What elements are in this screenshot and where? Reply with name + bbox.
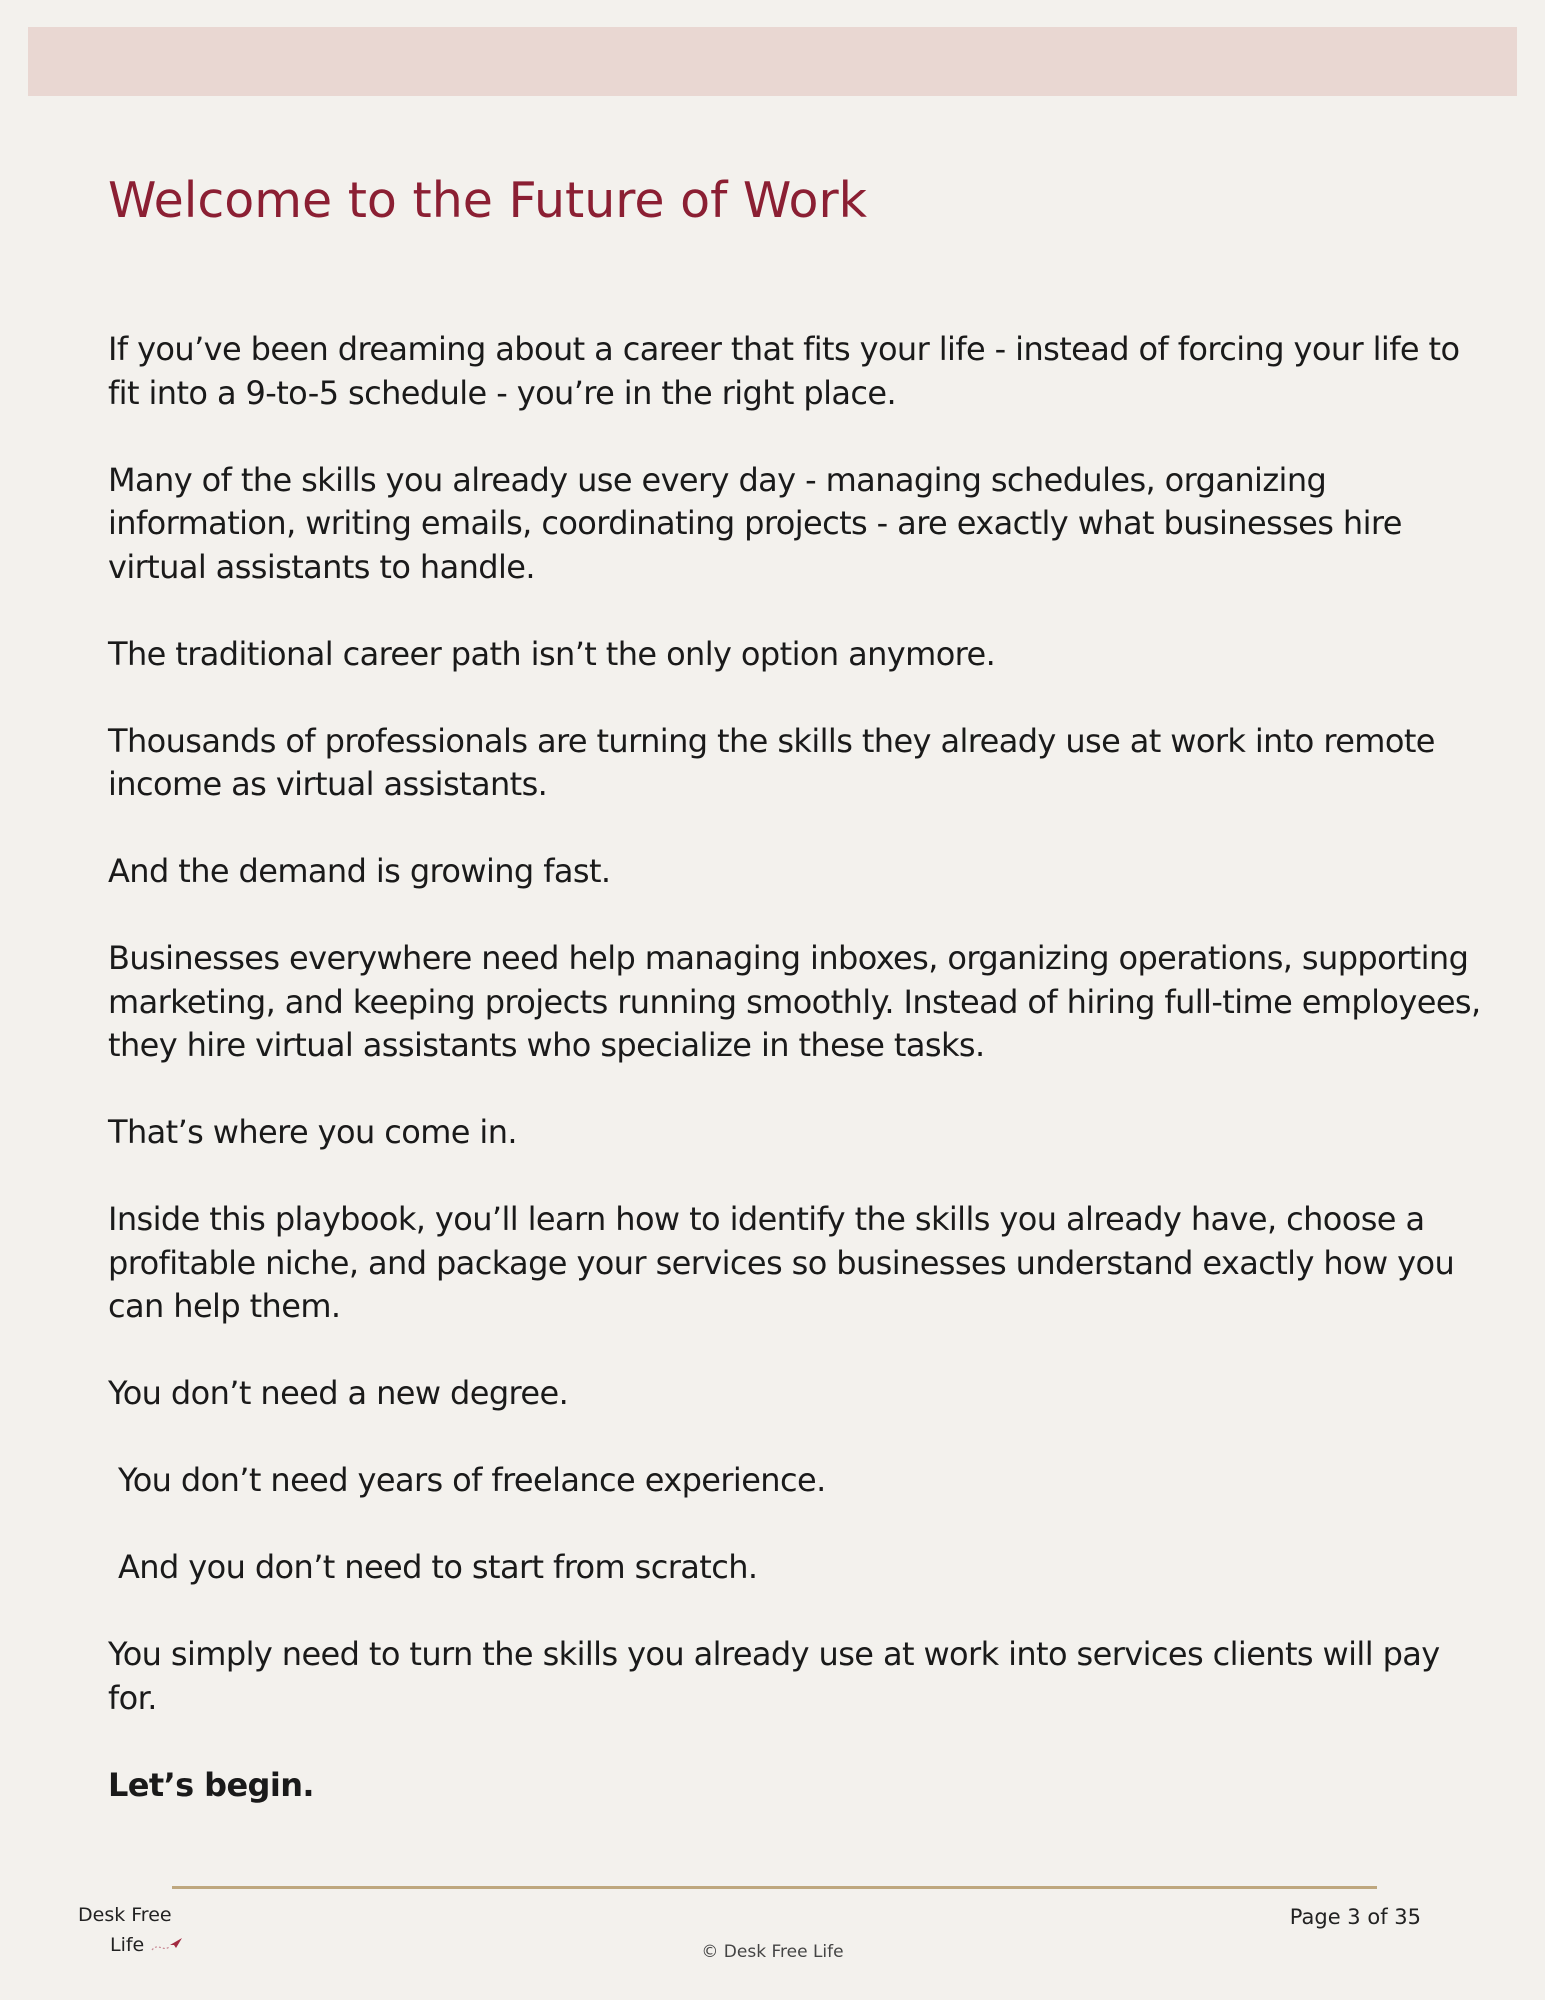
page-number: Page 3 of 35 bbox=[1289, 1905, 1421, 1929]
paragraph-no-experience: You don’t need years of freelance experience. bbox=[118, 1461, 826, 1499]
paragraph-businesses: Businesses everywhere need help managing inboxes, organizing operations, supporting marketing, and keeping projects running smoothly. Instead of hiring full-time employees, they hire virtual assistants who specialize in these tasks. bbox=[108, 939, 1481, 1064]
paragraph-intro: If you’ve been dreaming about a career that fits your life - instead of forcing your life to fit into a 9-to-5 schedule - you’re in the right place. bbox=[108, 330, 1460, 412]
logo-text-line2: Life bbox=[110, 1934, 145, 1956]
header-band bbox=[28, 27, 1517, 96]
paragraph-traditional-path: The traditional career path isn’t the only option anymore. bbox=[108, 634, 996, 673]
page-title: Welcome to the Future of Work bbox=[108, 172, 867, 229]
paragraph-no-degree: You don’t need a new degree. bbox=[108, 1374, 569, 1412]
closing-line: Let’s begin. bbox=[108, 1765, 314, 1804]
logo-text-line1: Desk Free bbox=[78, 1904, 172, 1926]
paragraph-professionals: Thousands of professionals are turning the skills they already use at work into remote income as virtual assistants. bbox=[108, 721, 1435, 803]
body-text bbox=[108, 328, 1498, 1807]
copyright-text: © Desk Free Life bbox=[701, 1942, 844, 1962]
paragraph-simply: You simply need to turn the skills you already use at work into services clients will pay for. bbox=[108, 1635, 1440, 1717]
paragraph-where-you-come-in: That’s where you come in. bbox=[108, 1113, 517, 1151]
footer-divider bbox=[172, 1886, 1377, 1889]
paragraph-no-scratch: And you don’t need to start from scratch. bbox=[118, 1548, 758, 1586]
paragraph-demand: And the demand is growing fast. bbox=[108, 852, 611, 890]
paragraph-skills: Many of the skills you already use every day - managing schedules, organizing information, writing emails, coordinating projects - are exactly what businesses hire virtual assistants to handle. bbox=[108, 460, 1402, 586]
paragraph-playbook: Inside this playbook, you’ll learn how to identify the skills you already have, choose a profitable niche, and package your services so businesses understand exactly how you can help them. bbox=[108, 1200, 1455, 1325]
